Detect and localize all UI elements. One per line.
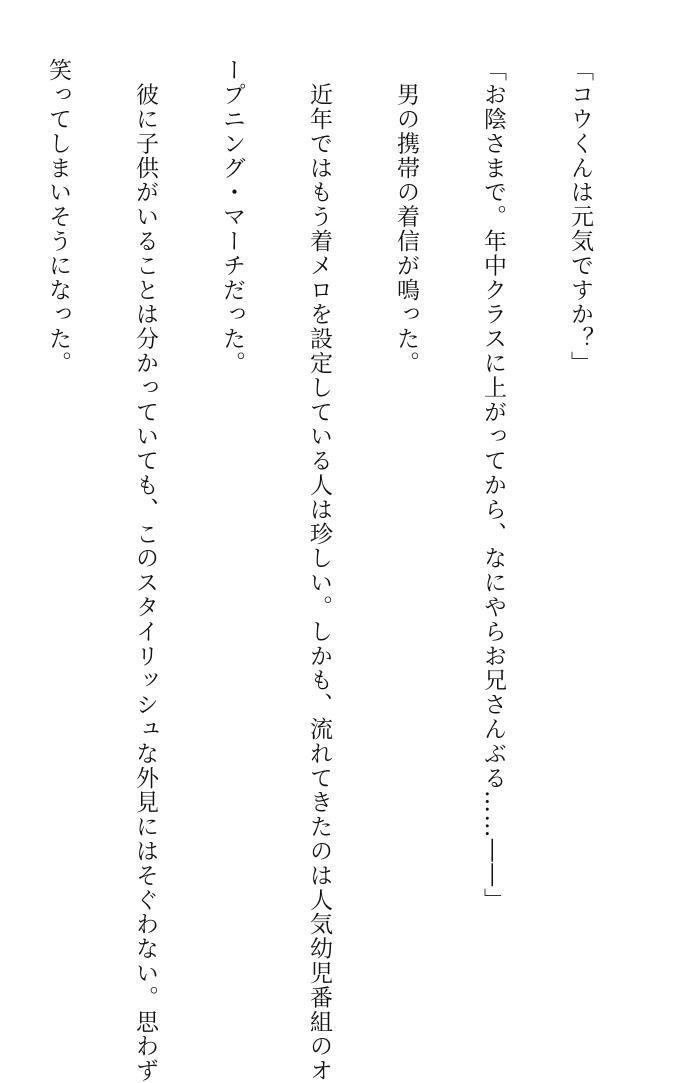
vertical-text-body — [0, 58, 652, 1083]
text-line: 「コウくんは元気ですか？」 — [567, 58, 593, 376]
text-line: 近年ではもう着メロを設定している人は珍しい。しかも、流れてきたのは人気幼児番組のオ — [306, 58, 332, 1083]
text-line: 男の携帯の着信が鳴った。 — [393, 58, 419, 376]
text-line: 「お陰さまで。年中クラスに上がってから、なにやらお兄さんぶる……――」 — [480, 58, 506, 912]
text-line: 笑ってしまいそうになった。 — [45, 58, 71, 376]
text-line: 彼に子供がいることは分かっていても、このスタイリッシュな外見にはそぐわない。思わず — [132, 58, 158, 1083]
text-line: ープニング・マーチだった。 — [219, 58, 245, 376]
